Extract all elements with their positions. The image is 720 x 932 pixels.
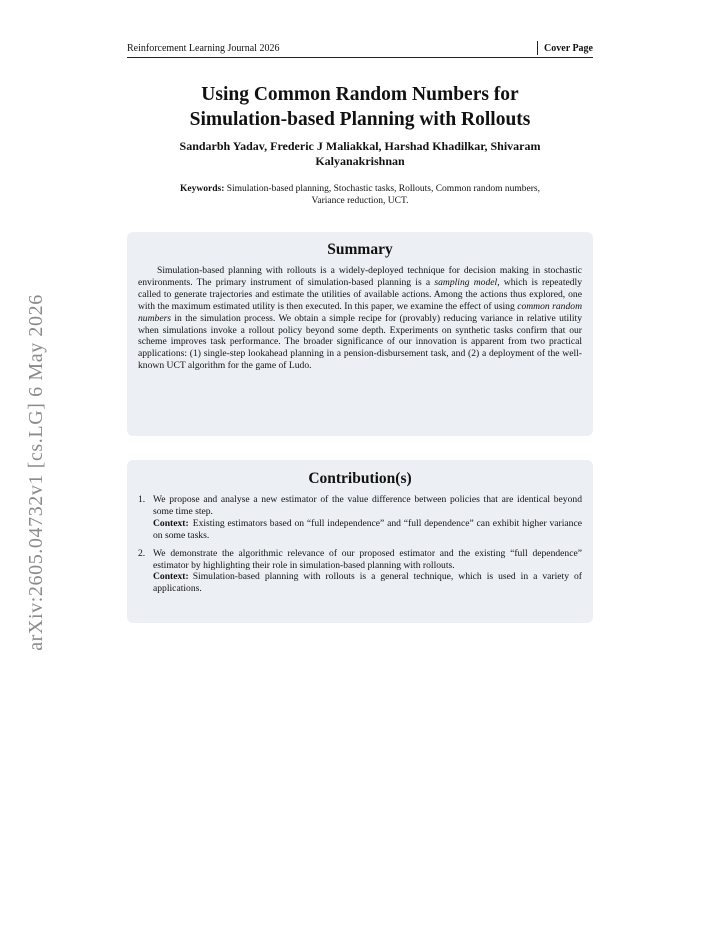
summary-text-part-2: , which is repeatedly called to generate trajectories and estimate the utilities of available actions. Among the actions thus explored, one with the maximum estimated utility is then executed. In this paper, we examine the effect of using (138, 276, 583, 312)
arxiv-stamp-container (8, 262, 64, 682)
contribution-item (138, 548, 582, 596)
summary-text-part-1: Simulation-based planning with rollouts is a widely-deployed technique for decision making in stochastic environments. The primary instrument of simulation-based planning is a (138, 265, 582, 288)
authors-line-2: Kalyanakrishnan (315, 154, 405, 168)
keywords-text-2: Variance reduction, UCT. (311, 196, 409, 206)
running-header (127, 41, 593, 58)
contribution-number: 1. (138, 494, 146, 505)
keywords-text-1: Simulation-based planning, Stochastic tasks, Rollouts, Common random numbers, (226, 184, 540, 194)
section-label: Cover Page (537, 41, 593, 55)
contribution-context: Existing estimators based on “full independence” and “full dependence” can exhibit higher variance on some tasks. (153, 517, 582, 541)
keywords (127, 183, 593, 207)
contributions-heading: Contribution(s) (308, 470, 412, 487)
contribution-text: We propose and analyse a new estimator of the value difference between policies that are identical beyond some time step. (153, 494, 582, 517)
summary-heading: Summary (327, 241, 393, 258)
contribution-number: 2. (138, 547, 146, 559)
title-line-1: Using Common Random Numbers for (201, 84, 519, 105)
summary-box (127, 232, 593, 436)
contribution-item (138, 494, 582, 542)
paper-title (127, 82, 593, 132)
journal-name: Reinforcement Learning Journal 2026 (127, 43, 280, 54)
author-list (127, 139, 593, 169)
contribution-text: We demonstrate the algorithmic relevance of our proposed estimator and the existing “full dependence” estimator by highlighting their role in simulation-based planning with rollouts. (153, 547, 582, 571)
title-line-2: Simulation-based Planning with Rollouts (189, 109, 531, 130)
context-label: Context: (153, 517, 189, 529)
summary-text-part-3: in the simulation process. We obtain a simple recipe for (provably) reducing variance in relative utility when simulations invoke a rollout policy beyond some depth. Experiments on synthetic tasks confirm that our scheme improves task performance. The broader significance of our innovation is apparent from two practical applications: (1) single-step lookahead planning in a pension-disbursement task, and (2) a deployment of the well-known UCT algorithm for the game of Ludo. (138, 312, 582, 372)
contributions-list (138, 494, 582, 595)
contributions-box (127, 460, 593, 623)
context-label: Context: (153, 571, 189, 583)
summary-paragraph (138, 265, 582, 372)
keywords-label: Keywords: (180, 184, 225, 194)
summary-emphasis-2: common random numbers (138, 300, 582, 324)
summary-emphasis-1: sampling model (434, 276, 498, 288)
contribution-context: Simulation-based planning with rollouts is a general technique, which is used in a variety of applications. (153, 571, 582, 595)
authors-line-1: Sandarbh Yadav, Frederic J Maliakkal, Harshad Khadilkar, Shivaram (179, 139, 541, 153)
arxiv-stamp: arXiv:2605.04732v1 [cs.LG] 6 May 2026 (24, 293, 47, 651)
keywords-line-1 (127, 183, 593, 195)
